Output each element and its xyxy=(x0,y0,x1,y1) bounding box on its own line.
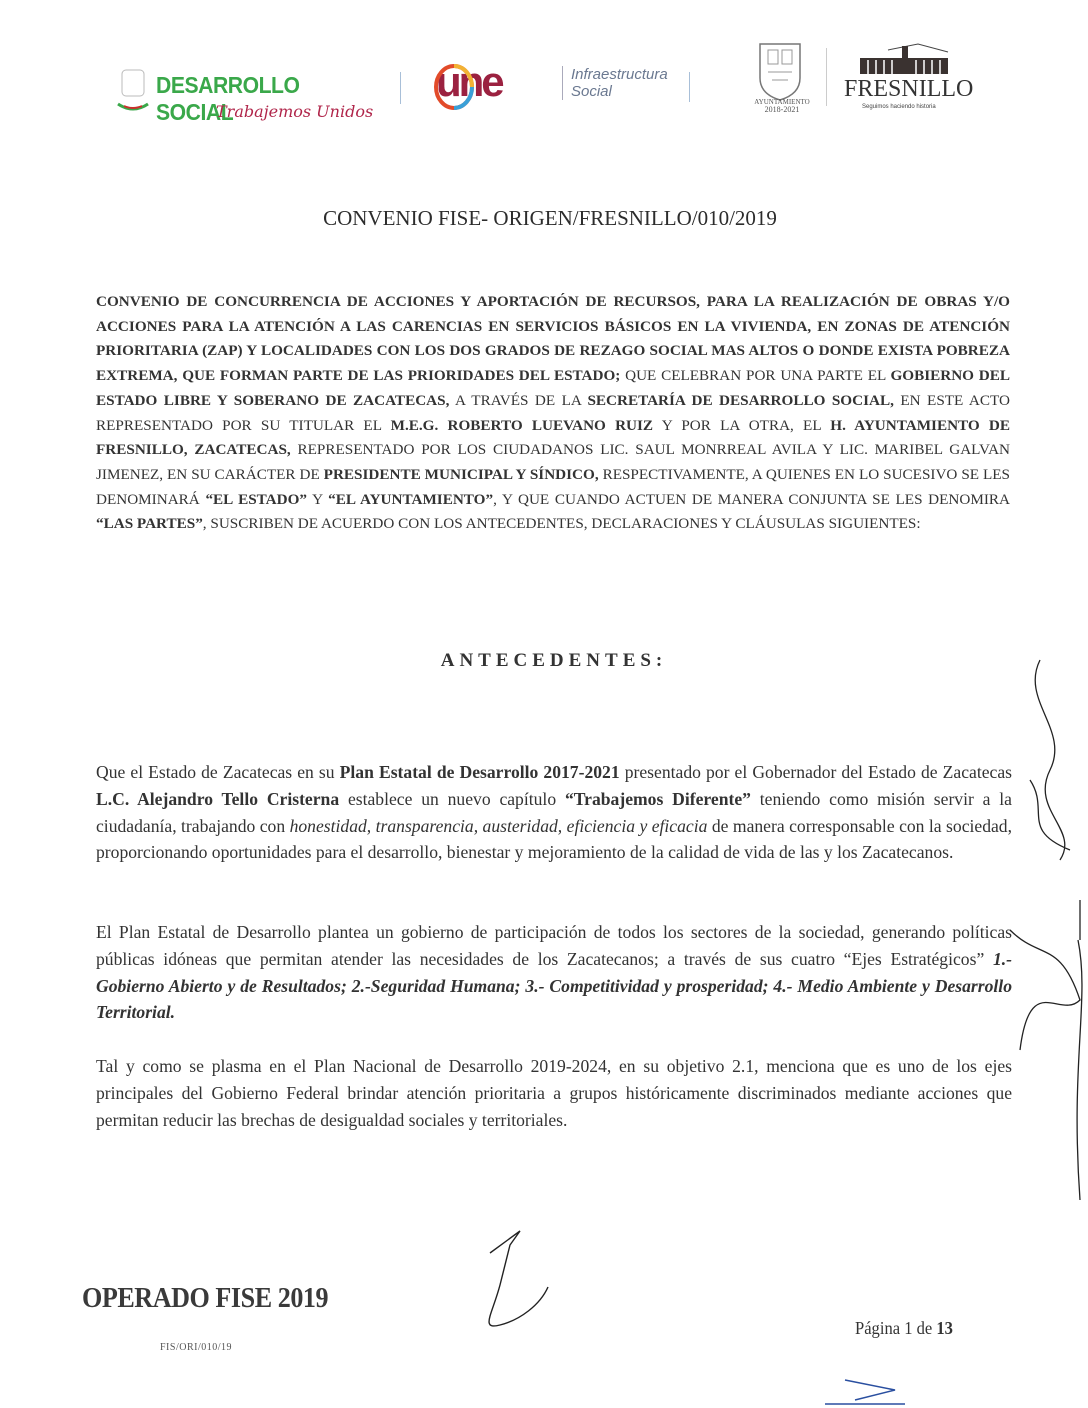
text-segment: teniendo como misión servir a la ciudadanía, trabajando con xyxy=(96,788,1012,836)
text-segment: Que el Estado de Zacatecas en su xyxy=(96,762,340,782)
text-segment: “EL ESTADO” xyxy=(205,490,308,508)
page-total: 13 xyxy=(936,1318,953,1338)
logo-text: DESARROLLO SOCIAL xyxy=(156,72,300,125)
text-segment: Tal y como se plasma en el Plan Nacional de Desarrollo 2019-2024, en su objetivo 2.1, menciona que es uno de los ejes principales del Gobierno Federal brindar atención prioritaria a grupos históricamente discriminados mediante acciones que permitan reducir las brechas de desigualdad sociales y territoriales. xyxy=(96,1056,1012,1130)
text-segment: presentado por el Gobernador del Estado de Zacatecas xyxy=(619,762,1012,782)
fresnillo-logo xyxy=(842,42,972,112)
building-skyline-icon xyxy=(858,42,950,76)
signature-mark-icon xyxy=(805,1372,915,1408)
fresnillo-tagline: Seguimos haciendo historia xyxy=(862,104,936,110)
une-sub1: Infraestructura xyxy=(571,66,668,83)
text-segment: RESPECTIVAMENTE, A QUIENES EN LO SUCESIVO SE LES DENOMINARÁ xyxy=(96,465,1010,508)
text-segment: L.C. Alejandro Tello Cristerna xyxy=(96,788,340,809)
text-segment: El Plan Estatal de Desarrollo plantea un gobierno de participación de todos los sectores de la sociedad, generando políticas públicas idóneas que permitan atender las necesidades de los Zacatecanos; a través de sus cuatro “Ejes Estratégicos” xyxy=(96,922,1012,969)
divider xyxy=(689,72,690,102)
page-label: Página 1 de xyxy=(855,1318,937,1338)
text-segment: M.E.G. ROBERTO LUEVANO RUIZ xyxy=(390,416,654,434)
body-paragraph xyxy=(96,1053,1012,1133)
signature-initials-icon xyxy=(470,1225,560,1335)
document-title: CONVENIO FISE- ORIGEN/FRESNILLO/010/2019 xyxy=(323,206,777,230)
crest-caption: AYUNTAMIENTO 2018-2021 xyxy=(754,98,810,114)
page-number xyxy=(855,1318,953,1339)
text-segment: Plan Estatal de Desarrollo 2017-2021 xyxy=(339,762,620,782)
text-segment: H. AYUNTAMIENTO DE FRESNILLO, ZACATECAS, xyxy=(96,416,1011,459)
section-heading: ANTECEDENTES: xyxy=(440,650,668,671)
text-segment: Y POR LA OTRA, EL xyxy=(653,416,831,434)
text-segment: 1.- Gobierno Abierto y de Resultados; 2.-Seguridad Humana; 3.- Competitividad y prosperidad; 4.- Medio Ambiente y Desarrollo Territorial. xyxy=(96,948,1012,1023)
body-paragraph xyxy=(96,759,1012,866)
text-segment: EN ESTE ACTO REPRESENTADO POR SU TITULAR EL xyxy=(96,391,1010,434)
shield-emblem-icon xyxy=(116,68,150,112)
text-segment: CONVENIO DE CONCURRENCIA DE ACCIONES Y APORTACIÓN DE RECURSOS, PARA LA REALIZACIÓN DE OBRAS Y/O ACCIONES PARA LA ATENCIÓN A LAS CARENCIAS EN SERVICIOS BÁSICOS EN LA VIVIENDA, EN ZONAS DE ATENCIÓN PRIORITARIA (ZAP) Y LOCALIDADES CON LOS DOS GRADOS DE REZAGO SOCIAL MAS ALTOS O DONDE EXISTA POBREZA EXTREMA, QUE FORMAN PARTE DE LAS PRIORIDADES DEL ESTADO; xyxy=(96,293,1010,385)
text-segment: establece un nuevo capítulo xyxy=(339,788,565,809)
text-segment: PRESIDENTE MUNICIPAL Y SÍNDICO, xyxy=(323,465,599,483)
text-segment: A TRAVÉS DE LA xyxy=(449,391,588,409)
text-segment: de manera corresponsable con la sociedad, proporcionando oportunidades para el desarrollo, bienestar y mejoramiento de la calidad de vida de las y los Zacatecanos. xyxy=(96,815,1012,863)
text-segment: “EL AYUNTAMIENTO” xyxy=(328,490,494,508)
text-segment: honestidad, transparencia, austeridad, eficiencia y eficacia xyxy=(289,815,708,836)
une-word: une xyxy=(436,58,502,105)
operado-stamp: OPERADO FISE 2019 xyxy=(82,1282,329,1314)
text-segment: “Trabajemos Diferente” xyxy=(564,788,751,809)
desarrollo-social-logo xyxy=(116,68,376,128)
divider xyxy=(400,72,401,104)
text-segment: Y xyxy=(307,490,329,508)
body-paragraph xyxy=(96,919,1012,1026)
logo-slogan: Trabajemos Unidos xyxy=(216,102,374,121)
text-segment: , SUSCRIBEN DE ACUERDO CON LOS ANTECEDENTES, DECLARACIONES Y CLÁUSULAS SIGUIENTES: xyxy=(202,515,921,533)
une-logo xyxy=(432,58,672,112)
une-sub2: Social xyxy=(571,83,612,100)
text-segment: SECRETARÍA DE DESARROLLO SOCIAL, xyxy=(587,391,894,409)
text-segment: , Y QUE CUANDO ACTUEN DE MANERA CONJUNTA SE LES DENOMIRA xyxy=(493,490,1011,508)
text-segment: REPRESENTADO POR LOS CIUDADANOS LIC. SAUL MONRREAL AVILA Y LIC. MARIBEL GALVAN JIMENEZ, EN SU CARÁCTER DE xyxy=(96,441,1011,483)
text-segment: GOBIERNO DEL ESTADO LIBRE Y SOBERANO DE ZACATECAS, xyxy=(96,367,1010,409)
divider xyxy=(826,48,827,106)
signature-margin-icon xyxy=(1000,640,1088,1260)
document-code: FIS/ORI/010/19 xyxy=(160,1342,233,1353)
text-segment: “LAS PARTES” xyxy=(96,515,203,533)
text-segment: QUE CELEBRAN POR UNA PARTE EL xyxy=(620,367,891,385)
fresnillo-word: FRESNILLO xyxy=(844,76,974,102)
intro-paragraph xyxy=(96,290,1010,537)
ring-icon xyxy=(432,62,476,112)
